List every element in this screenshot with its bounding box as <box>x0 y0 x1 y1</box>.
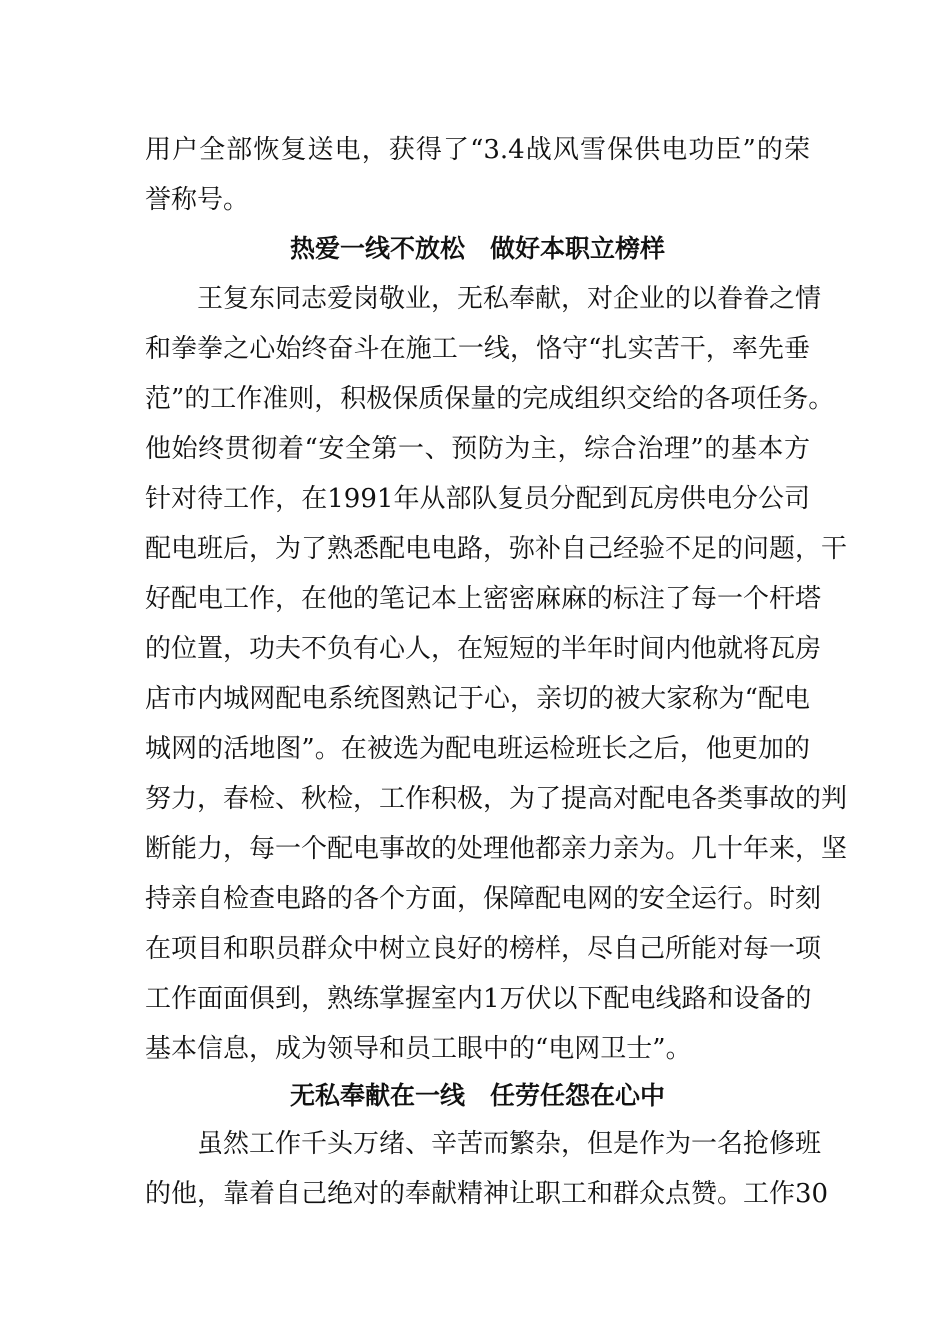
paragraph-line: 和拳拳之心始终奋斗在施工一线，恪守“扎实苦干，率先垂 <box>145 334 810 364</box>
paragraph-line: 店市内城网配电系统图熟记于心，亲切的被大家称为“配电 <box>145 684 810 714</box>
paragraph-line: 虽然工作千头万绪、辛苦而繁杂，但是作为一名抢修班 <box>197 1129 822 1159</box>
paragraph-line: 范”的工作准则，积极保质保量的完成组织交给的各项任务。 <box>145 384 835 414</box>
paragraph-line: 努力，春检、秋检，工作积极，为了提高对配电各类事故的判 <box>145 784 848 814</box>
paragraph-line: 在项目和职员群众中树立良好的榜样，尽自己所能对每一项 <box>145 934 822 964</box>
paragraph-line: 配电班后，为了熟悉配电电路，弥补自己经验不足的问题，干 <box>145 534 848 564</box>
paragraph-line: 他始终贯彻着“安全第一、预防为主，综合治理”的基本方 <box>145 434 810 464</box>
paragraph-line: 好配电工作，在他的笔记本上密密麻麻的标注了每一个杆塔 <box>145 584 822 614</box>
paragraph-line: 工作面面俱到，熟练掌握室内1万伏以下配电线路和设备的 <box>145 984 812 1014</box>
section-heading: 热爱一线不放松 做好本职立榜样 <box>289 234 665 263</box>
paragraph-line: 基本信息，成为领导和员工眼中的“电网卫士”。 <box>145 1034 692 1064</box>
paragraph-line: 誉称号。 <box>145 185 250 215</box>
paragraph-line: 持亲自检查电路的各个方面，保障配电网的安全运行。时刻 <box>145 884 822 914</box>
paragraph-line: 断能力，每一个配电事故的处理他都亲力亲为。几十年来，坚 <box>145 834 848 864</box>
paragraph-line: 城网的活地图”。在被选为配电班运检班长之后，他更加的 <box>145 734 810 764</box>
paragraph-line: 的位置，功夫不负有心人，在短短的半年时间内他就将瓦房 <box>145 634 822 664</box>
paragraph-line: 针对待工作，在1991年从部队复员分配到瓦房供电分公司 <box>145 484 810 514</box>
paragraph-line: 用户全部恢复送电，获得了“3.4战风雪保供电功臣”的荣 <box>145 135 810 165</box>
paragraph-line: 王复东同志爱岗敬业，无私奉献，对企业的以眷眷之情 <box>197 284 822 314</box>
section-heading: 无私奉献在一线 任劳任怨在心中 <box>289 1081 665 1110</box>
paragraph-line: 的他，靠着自己绝对的奉献精神让职工和群众点赞。工作30 <box>145 1179 829 1209</box>
